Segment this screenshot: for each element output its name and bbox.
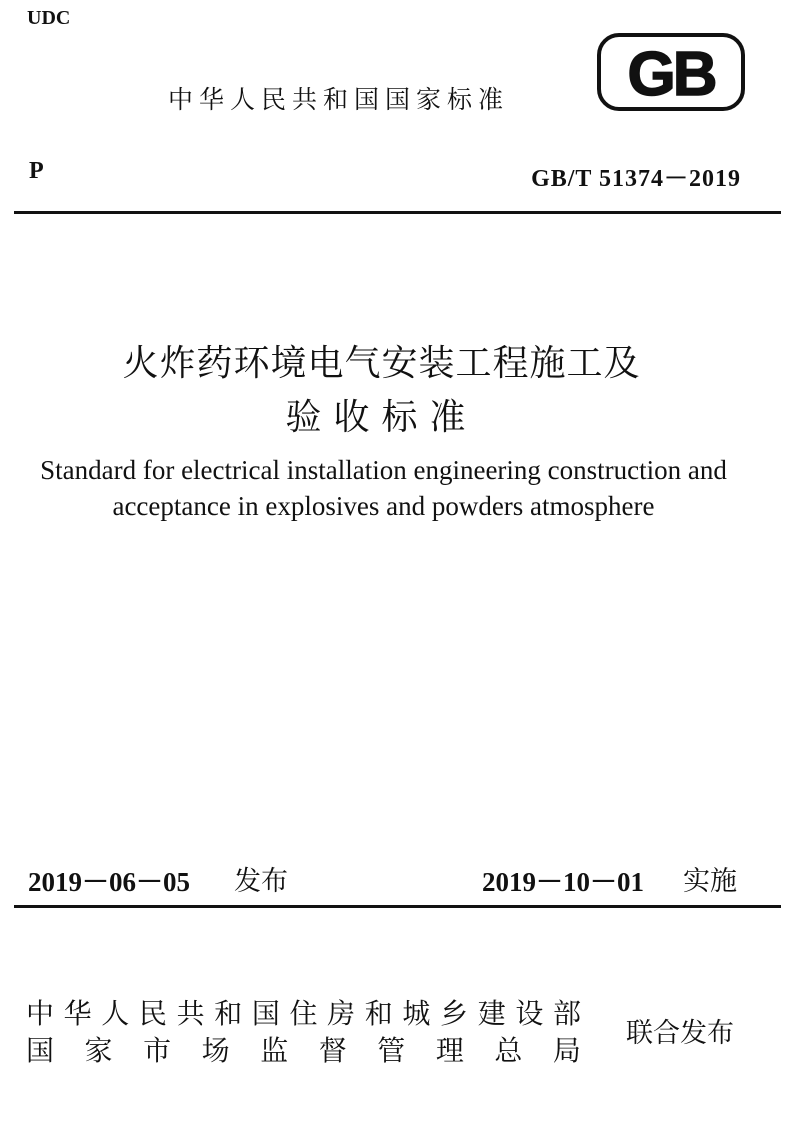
publish-date: 2019－06－05 [28,867,190,897]
issuer-char: 和 [214,997,243,1030]
issuer-char: 场 [201,1034,230,1067]
issuer-char: 理 [435,1034,464,1067]
gb-logo-text: GB [627,40,715,109]
joint-issue-label: 联合发布 [626,1018,734,1049]
issuer-char: 民 [138,997,167,1030]
issuer-char: 部 [552,997,581,1030]
title-en-line2: acceptance in explosives and powders atmosphere [112,491,655,521]
issuer-char: 管 [377,1034,406,1067]
issuer-char: 国 [26,1034,55,1067]
issuer-char: 共 [176,997,205,1030]
issuer-char: 人 [101,997,130,1030]
issuer-char: 房 [327,997,356,1030]
implement-date: 2019－10－01 [482,867,644,897]
issuer-char: 乡 [440,997,469,1030]
issuer-char: 总 [494,1034,523,1067]
issuer-char: 华 [63,997,92,1030]
title-zh-line1: 火炸药环境电气安装工程施工及 [122,343,641,384]
top-divider [14,211,781,214]
issuer-char: 建 [477,997,506,1030]
issuer-char: 监 [260,1034,289,1067]
implement-label: 实施 [683,866,737,897]
publish-label: 发布 [234,866,288,897]
title-en-line1: Standard for electrical installation engineering construction and [40,455,727,485]
country-standard-heading: 中华人民共和国国家标准 [168,85,510,114]
gb-logo [597,33,745,111]
issuer-line2 [26,1029,581,1069]
issuer-char: 中 [26,997,55,1030]
bottom-divider [14,905,781,908]
issuer-char: 国 [251,997,280,1030]
issuer-char: 局 [552,1034,581,1067]
issuer-char: 督 [318,1034,347,1067]
issuer-line1 [26,992,581,1032]
standard-number: GB/T 51374－2019 [531,166,741,192]
issuer-char: 城 [402,997,431,1030]
issuer-char: 和 [364,997,393,1030]
udc-label: UDC [27,7,71,29]
issuer-char: 住 [289,997,318,1030]
title-zh-line2: 验收标准 [285,397,478,438]
issuer-char: 市 [143,1034,172,1067]
issuer-char: 设 [515,997,544,1030]
issuer-char: 家 [84,1034,113,1067]
classification-code: P [29,158,44,184]
